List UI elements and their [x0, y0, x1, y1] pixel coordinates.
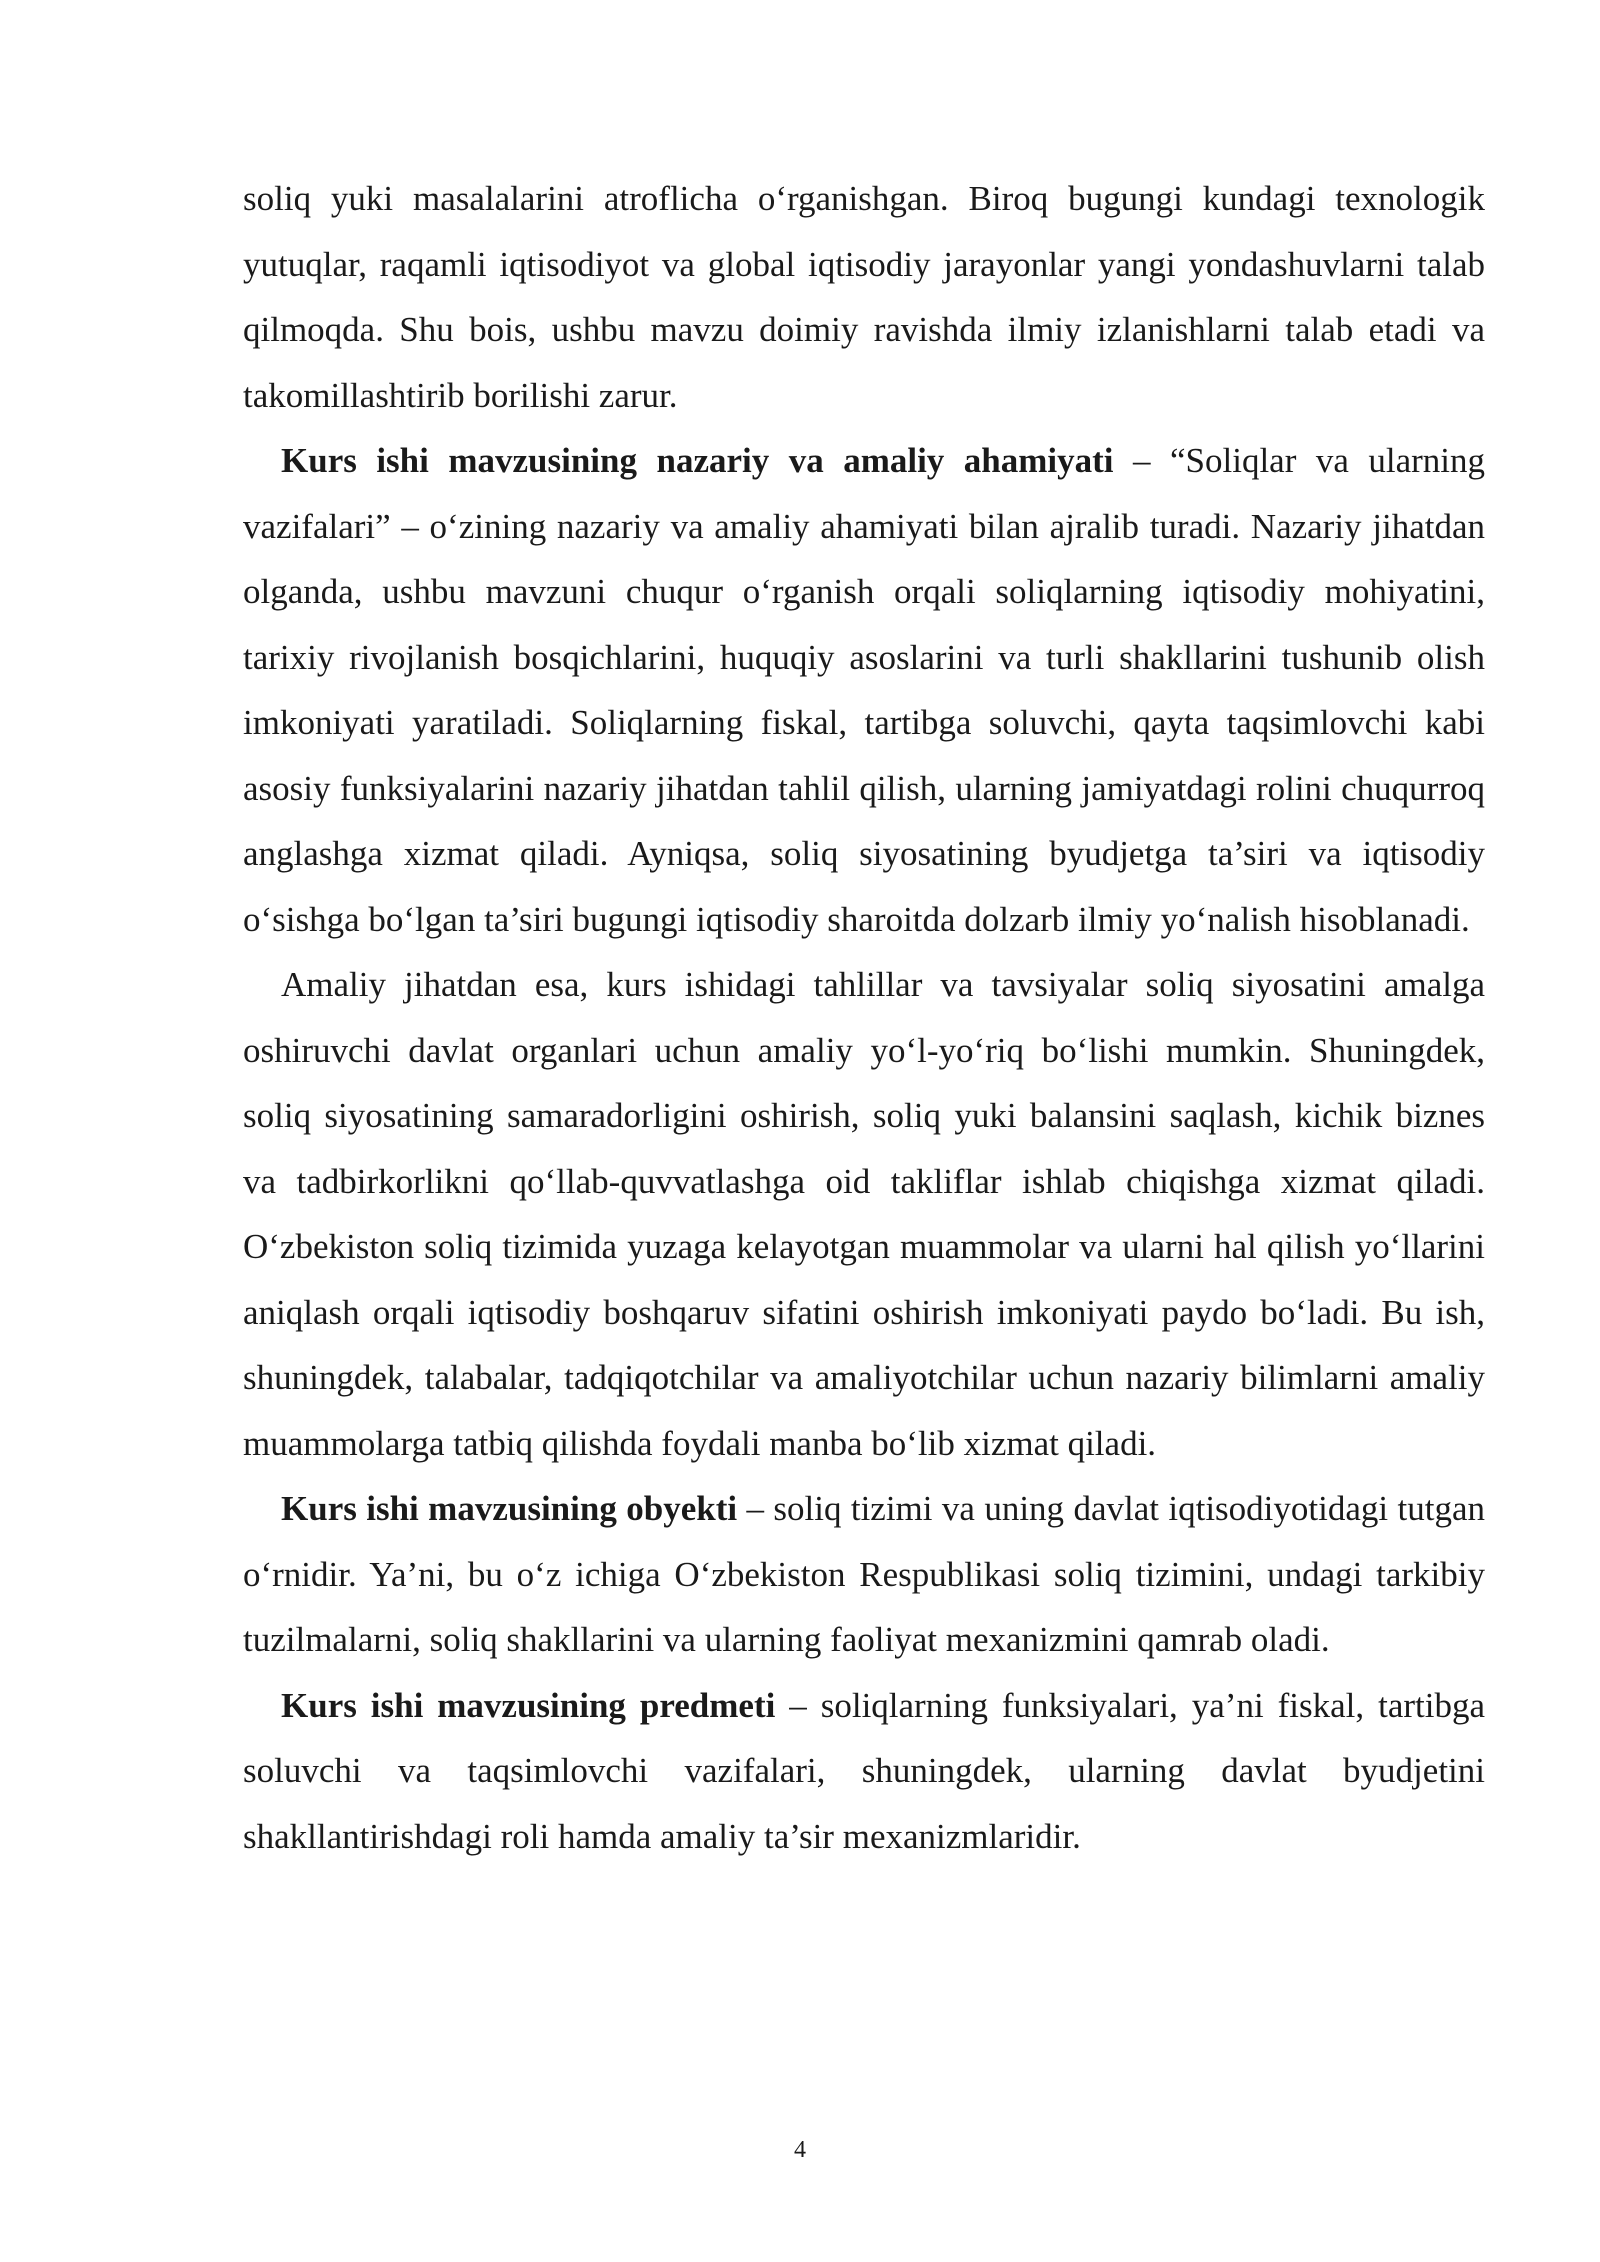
paragraph-significance — [243, 428, 1485, 952]
paragraph-text: – soliq tizimi va uning davlat iqtisodiyotidagi tutgan o‘rnidir. Ya’ni, bu o‘z ichiga O‘zbekiston Respublikasi soliq tizimini, undagi tarkibiy tuzilmalarni, soliq shakllarini va ularning faoliyat mexanizmini qamrab oladi. — [243, 1489, 1485, 1659]
paragraph-continuation — [243, 166, 1485, 428]
paragraph-heading: Kurs ishi mavzusining obyekti — [281, 1489, 738, 1528]
paragraph-text: – “Soliqlar va ularning vazifalari” – o‘zining nazariy va amaliy ahamiyati bilan ajralib turadi. Nazariy jihatdan olganda, ushbu mavzuni chuqur o‘rganish orqali soliqlarning iqtisodiy mohiyatini, tarixiy rivojlanish bosqichlarini, huquqiy asoslarini va turli shakllarini tushunib olish imkoniyati yaratiladi. Soliqlarning fiskal, tartibga soluvchi, qayta taqsimlovchi kabi asosiy funksiyalarini nazariy jihatdan tahlil qilish, ularning jamiyatdagi rolini chuqurroq anglashga xizmat qiladi. Ayniqsa, soliq siyosatining byudjetga ta’siri va iqtisodiy o‘sishga bo‘lgan ta’siri bugungi iqtisodiy sharoitda dolzarb ilmiy yo‘nalish hisoblanadi. — [243, 441, 1485, 939]
paragraph-subject — [243, 1673, 1485, 1870]
paragraph-practical — [243, 952, 1485, 1476]
paragraph-heading: Kurs ishi mavzusining predmeti — [281, 1685, 776, 1725]
paragraph-object — [243, 1476, 1485, 1673]
paragraph-text: soliq yuki masalalarini atroflicha o‘rganishgan. Biroq bugungi kundagi texnologik yutuqlar, raqamli iqtisodiyot va global iqtisodiy jarayonlar yangi yondashuvlarni talab qilmoqda. Shu bois, ushbu mavzu doimiy ravishda ilmiy izlanishlarni talab etadi va takomillashtirib borilishi zarur. — [243, 179, 1485, 415]
page-number: 4 — [794, 2137, 806, 2163]
page-body — [243, 166, 1485, 1869]
paragraph-heading: Kurs ishi mavzusining nazariy va amaliy ahamiyati — [281, 441, 1114, 480]
paragraph-text: Amaliy jihatdan esa, kurs ishidagi tahlillar va tavsiyalar soliq siyosatini amalga oshiruvchi davlat organlari uchun amaliy yo‘l-yo‘riq bo‘lishi mumkin. Shuningdek, soliq siyosatining samaradorligini oshirish, soliq yuki balansini saqlash, kichik biznes va tadbirkorlikni qo‘llab-quvvatlashga oid takliflar ishlab chiqishga xizmat qiladi. O‘zbekiston soliq tizimida yuzaga kelayotgan muammolar va ularni hal qilish yo‘llarini aniqlash orqali iqtisodiy boshqaruv sifatini oshirish imkoniyati paydo bo‘ladi. Bu ish, shuningdek, talabalar, tadqiqotchilar va amaliyotchilar uchun nazariy bilimlarni amaliy muammolarga tatbiq qilishda foydali manba bo‘lib xizmat qiladi. — [243, 965, 1485, 1463]
paragraph-text: – soliqlarning funksiyalari, ya’ni fiskal, tartibga soluvchi va taqsimlovchi vazifalari, shuningdek, ularning davlat byudjetini shakllantirishdagi roli hamda amaliy ta’sir mexanizmlaridir. — [243, 1685, 1485, 1856]
